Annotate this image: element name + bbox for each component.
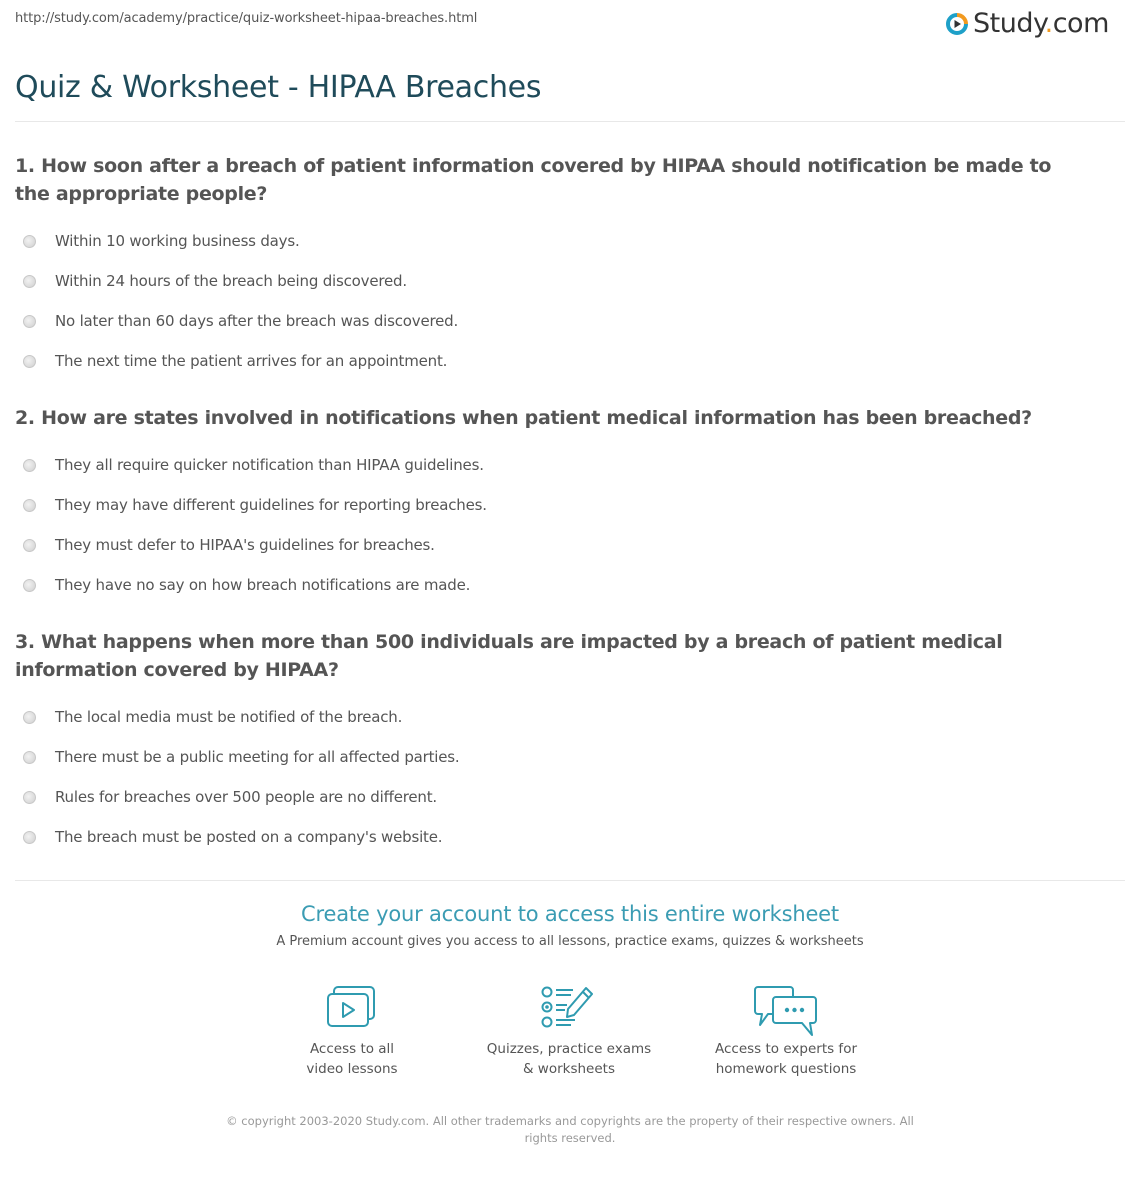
answer-text: They have no say on how breach notifications are made. — [55, 576, 471, 594]
video-lessons-icon — [326, 985, 378, 1029]
feature-label-line1: Access to experts for — [714, 1041, 857, 1057]
chat-bubbles-icon — [754, 985, 818, 1037]
feature-label-line2: & worksheets — [522, 1061, 615, 1077]
answer-option[interactable] — [15, 261, 1080, 301]
question-1 — [15, 152, 1080, 381]
answer-text: Within 10 working business days. — [55, 232, 300, 250]
answer-option[interactable] — [15, 777, 1080, 817]
radio-button[interactable] — [23, 499, 36, 512]
feature-experts — [686, 985, 886, 1079]
quiz-checklist-icon — [541, 985, 597, 1029]
feature-label-line2: homework questions — [715, 1061, 857, 1077]
feature-label-line2: video lessons — [306, 1061, 398, 1077]
answer-option[interactable] — [15, 485, 1080, 525]
answer-text: The next time the patient arrives for an appointment. — [55, 352, 448, 370]
feature-label — [686, 1039, 886, 1079]
title-divider — [15, 121, 1125, 122]
copyright-notice: © copyright 2003-2020 Study.com. All other trademarks and copyrights are the property of their respective owners. All rights reserved. — [226, 1114, 914, 1145]
feature-video-lessons — [252, 985, 452, 1079]
answer-text: They all require quicker notification than HIPAA guidelines. — [55, 456, 484, 474]
page-url: http://study.com/academy/practice/quiz-worksheet-hipaa-breaches.html — [15, 11, 478, 26]
radio-button[interactable] — [23, 355, 36, 368]
question-2 — [15, 404, 1080, 605]
feature-label-line1: Access to all — [309, 1041, 395, 1057]
radio-button[interactable] — [23, 711, 36, 724]
feature-label — [252, 1039, 452, 1079]
radio-button[interactable] — [23, 791, 36, 804]
answer-list — [15, 221, 1080, 381]
answer-option[interactable] — [15, 697, 1080, 737]
question-text: 3. What happens when more than 500 individuals are impacted by a breach of patient medical information covered by HIPAA? — [15, 631, 1003, 681]
answer-list — [15, 697, 1080, 857]
radio-button[interactable] — [23, 831, 36, 844]
answer-option[interactable] — [15, 341, 1080, 381]
page-title: Quiz & Worksheet - HIPAA Breaches — [15, 70, 542, 105]
radio-button[interactable] — [23, 235, 36, 248]
logo-dot: . — [1044, 8, 1053, 39]
answer-text: They must defer to HIPAA's guidelines for breaches. — [55, 536, 435, 554]
answer-text: The breach must be posted on a company's website. — [55, 828, 443, 846]
answer-text: No later than 60 days after the breach was discovered. — [55, 312, 459, 330]
study-logo-text — [973, 9, 1109, 39]
feature-quizzes — [469, 985, 669, 1079]
question-text: 1. How soon after a breach of patient information covered by HIPAA should notification be made to the appropriate people? — [15, 155, 1052, 205]
radio-button[interactable] — [23, 539, 36, 552]
answer-option[interactable] — [15, 737, 1080, 777]
radio-button[interactable] — [23, 751, 36, 764]
answer-list — [15, 445, 1080, 605]
answer-text: They may have different guidelines for reporting breaches. — [55, 496, 487, 514]
answer-option[interactable] — [15, 817, 1080, 857]
cta-subtitle: A Premium account gives you access to all lessons, practice exams, quizzes & worksheets — [276, 934, 864, 949]
study-logo-icon — [945, 12, 969, 36]
answer-text: Within 24 hours of the breach being discovered. — [55, 272, 407, 290]
feature-label — [469, 1039, 669, 1079]
radio-button[interactable] — [23, 275, 36, 288]
question-text: 2. How are states involved in notifications when patient medical information has been breached? — [15, 407, 1032, 429]
radio-button[interactable] — [23, 459, 36, 472]
answer-text: The local media must be notified of the breach. — [55, 708, 403, 726]
cta-title[interactable]: Create your account to access this entire worksheet — [301, 902, 839, 926]
section-divider — [15, 880, 1125, 881]
answer-text: There must be a public meeting for all affected parties. — [55, 748, 460, 766]
answer-option[interactable] — [15, 525, 1080, 565]
radio-button[interactable] — [23, 579, 36, 592]
study-logo[interactable] — [945, 9, 1109, 39]
logo-name: Study — [973, 8, 1045, 39]
logo-tld: com — [1052, 8, 1109, 39]
answer-option[interactable] — [15, 565, 1080, 605]
radio-button[interactable] — [23, 315, 36, 328]
answer-text: Rules for breaches over 500 people are no different. — [55, 788, 437, 806]
feature-label-line1: Quizzes, practice exams — [486, 1041, 652, 1057]
answer-option[interactable] — [15, 301, 1080, 341]
answer-option[interactable] — [15, 445, 1080, 485]
answer-option[interactable] — [15, 221, 1080, 261]
question-3 — [15, 628, 1080, 857]
